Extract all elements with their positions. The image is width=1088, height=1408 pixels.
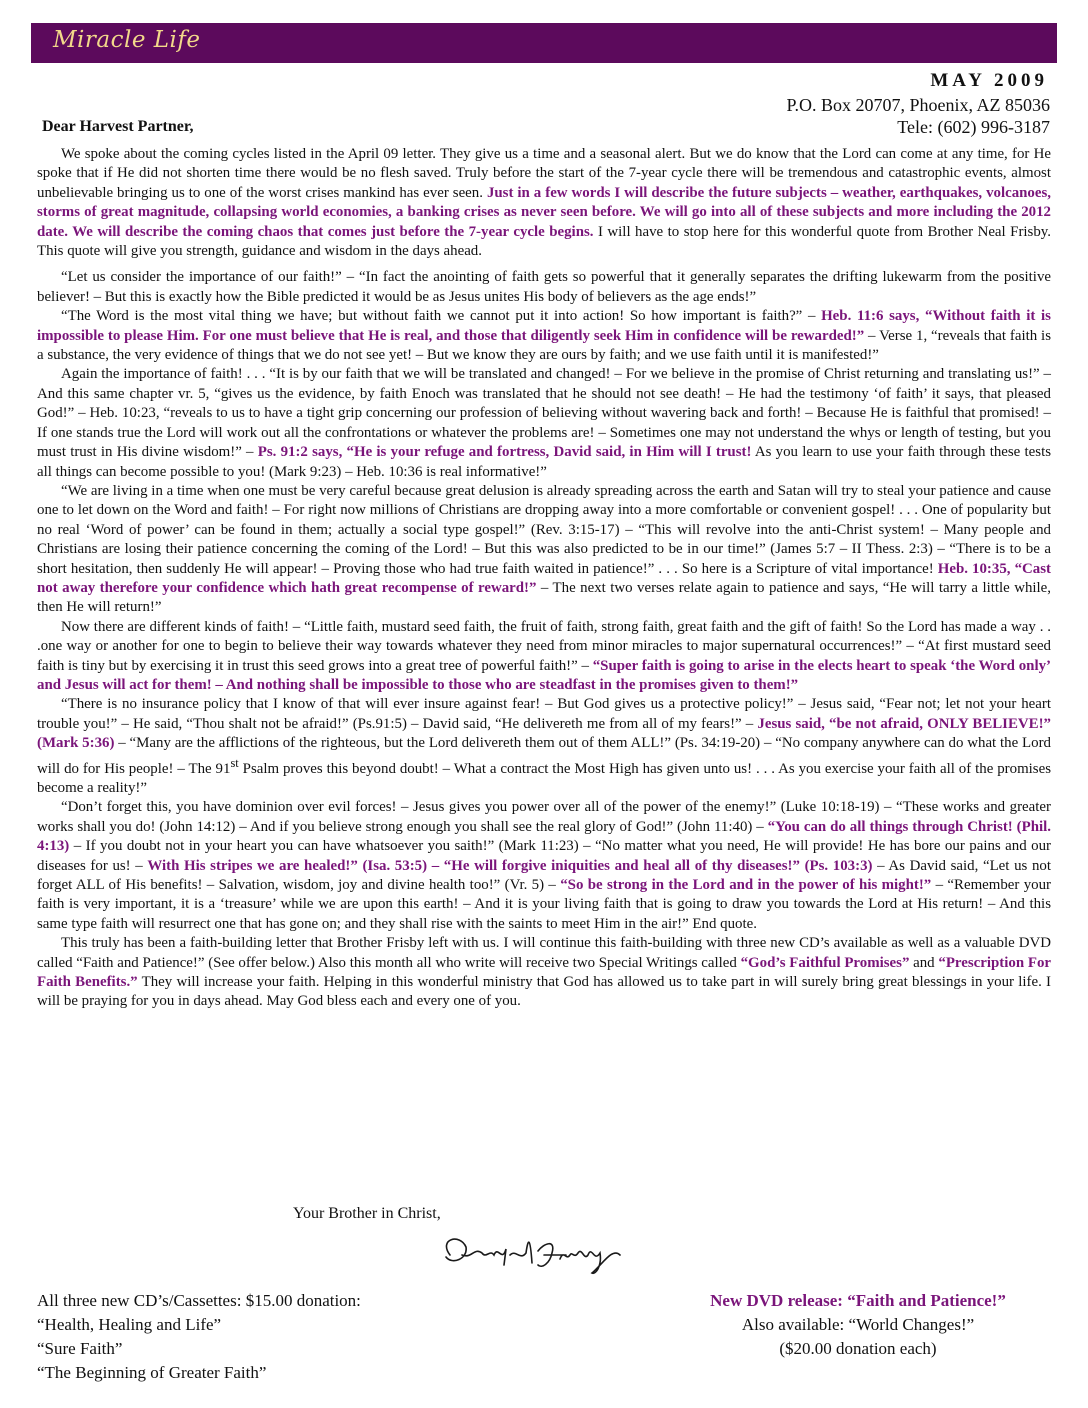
text-run: – Verse 1, “reveals that faith is a substance, the very evidence of things that we do not see yet! – But we know they are ours by faith; and we use faith until it is manifested!” xyxy=(37,327,1051,364)
text-run: We spoke about the coming cycles listed in the April 09 letter. They give us a time and a seasonal alert. But we do know that the Lord can come at any time, for He spoke that if He did not shorten time there would be no flesh saved. Truly before the start of the 7-year cycle there will be tremendous and catastrophic events, almost unbelievable bringing us to one of the worst crises mankind has ever seen. xyxy=(37,146,1051,201)
cd-title: “Health, Healing and Life” xyxy=(37,1315,222,1334)
text-run: “Let us consider the importance of our faith!” – “In fact the anointing of faith gets so powerful that it generally separates the drifting lukewarm from the positive believer! – But this is exactly how the Bible predicted it would be as Jesus unites His body of believers as the age ends!” xyxy=(37,269,1051,305)
phone-number: Tele: (602) 996-3187 xyxy=(897,117,1050,137)
paragraph xyxy=(37,145,1051,261)
header-banner xyxy=(31,23,1057,63)
superscript: st xyxy=(230,755,239,770)
mailing-address: P.O. Box 20707, Phoenix, AZ 85036 xyxy=(786,95,1050,115)
signature xyxy=(432,1225,632,1281)
text-run: I will have to stop here for this wonderful quote from Brother Neal Frisby. This quote will give you strength, guidance and wisdom in the days ahead. xyxy=(37,223,1051,260)
highlighted-text: “Super faith is going to arise in the elects heart to speak ‘the Word only’ and Jesus will act for them! – And nothing shall be impossible to those who are steadfast in the promises given to them!” xyxy=(37,657,1051,693)
highlighted-text: “So be strong in the Lord and in the power of his might!” xyxy=(560,877,932,893)
closing: Your Brother in Christ, xyxy=(293,1205,441,1222)
dvd-price: ($20.00 donation each) xyxy=(779,1339,937,1358)
text-run: “There is no insurance policy that I know of that will ever insure against fear! – But God gives us a protective policy!” – Jesus said, “Fear not; let not your heart trouble you!” – He said, “Thou shalt not be afraid!” (Ps.91:5) – David said, “He delivereth me from all of my fears!” – xyxy=(37,696,1051,732)
highlighted-text: “God’s Faithful Promises” xyxy=(740,954,910,971)
highlighted-text: Jesus said, “be not afraid, ONLY BELIEVE!” (Mark 5:36) xyxy=(37,715,1051,752)
dvd-offer-heading: New DVD release: “Faith and Patience!” xyxy=(710,1291,1006,1310)
dvd-also-available: Also available: “World Changes!” xyxy=(741,1315,975,1334)
paragraph xyxy=(37,365,1051,481)
text-run: Psalm proves this beyond doubt! – What a contract the Most High has given unto us! . . . As you exercise your faith all of the promises become a reality!” xyxy=(37,760,1051,796)
cd-title: “Sure Faith” xyxy=(37,1339,123,1358)
banner-title: Miracle Life xyxy=(53,27,201,53)
paragraph xyxy=(37,695,1051,798)
text-run: Again the importance of faith! . . . “It is by our faith that we will be translated and changed! – For we believe in the promise of Christ returning and translating us!” – And this same chapter vr. 5, “gives us the evidence, by faith Enoch was translated that he should not see death! – He had the testimony ‘of faith’ it says, that pleased God!” – Heb. 10:23, “reveals to us to have a tight grip concerning our profession of believing without wavering back and forth! – Because He is faithful that promised! – If one stands true the Lord will work out all the confrontations or whatever the problems are! – Sometimes one may not understand the whys or length of testing, but you must trust in His divine wisdom!” – xyxy=(37,366,1051,461)
highlighted-text: Heb. 11:6 says, “Without faith it is impossible to please Him. For one must believe that He is real, and those that diligently seek Him in confidence will be rewarded!” xyxy=(37,308,1051,344)
paragraph xyxy=(37,482,1051,618)
text-run: – “Remember your faith is very important, it is a ‘treasure’ while we are upon this earth! – And it is your living faith that is going to draw you towards the Lord at His return! – And this same type faith will resurrect one that has gone on; and they shall rise with the saints to meet Him in the air!” End quote. xyxy=(37,877,1051,932)
letter-body xyxy=(37,145,1051,1012)
paragraph xyxy=(37,798,1051,934)
paragraph xyxy=(37,934,1051,1012)
text-run: Now there are different kinds of faith! – “Little faith, mustard seed faith, the fruit of faith, strong faith, great faith and the gift of faith! So the Lord has made a way . . .one way or another for one to begin to believe their way towards whatever they need from minor miracles to major supernatural occurrences!” – “At first mustard seed faith is tiny but by exercising it in trust this seed grows into a great tree of powerful faith!” – xyxy=(37,618,1051,674)
highlighted-text: Heb. 10:35, “Cast not away therefore your confidence which hath great recompense of reward!” xyxy=(37,560,1051,596)
salutation: Dear Harvest Partner, xyxy=(42,118,194,135)
text-run: “We are living in a time when one must be very careful because great delusion is already spreading across the earth and Satan will try to steal your patience and cause one to let down on the Word and faith! – For right now millions of Christians are dropping away into a more comfortable or convenient gospel! . . . One of popularity but no real ‘Word of power’ can be found in them; actually a social type gospel!” (Rev. 3:15-17) – “This will revolve into the anti-Christ system! – Many people and Christians are losing their patience concerning the coming of the Lord! – But this was also predicted to be in our time!” (James 5:7 – II Thess. 2:3) – “There is to be a short hesitation, then suddenly He will appear! – Proving those who had true faith waited in patience!” . . . So here is a Scripture of vital importance! xyxy=(37,482,1051,577)
text-run: – As David said, “Let us not forget ALL of His benefits! – Salvation, wisdom, joy and divine health too!” (Vr. 5) – xyxy=(37,857,1051,893)
text-run: They will increase your faith. Helping in this wonderful ministry that God has allowed us to take part in will surely bring great blessings in your life. I will be praying for you in days ahead. May God bless each and every one of you. xyxy=(37,974,1052,1010)
paragraph xyxy=(37,307,1051,365)
text-run: This truly has been a faith-building letter that Brother Frisby left with us. I will continue this faith-building with three new CD’s available as well as a valuable DVD called “Faith and Patience!” (See offer below.) Also this month all who write will receive two Special Writings called xyxy=(37,935,1051,971)
paragraph xyxy=(37,268,1051,307)
text-run: “Don’t forget this, you have dominion over evil forces! – Jesus gives you power over all of the power of the enemy!” (Luke 10:18-19) – “These works and greater works shall you do! (John 14:12) – And if you believe strong enough you shall see the real glory of God!” (John 11:40) – xyxy=(37,799,1051,835)
text-run: As you learn to use your faith through these tests all things can become possible to you! (Mark 9:23) – Heb. 10:36 is real informative!” xyxy=(37,444,1052,480)
paragraph xyxy=(37,618,1051,696)
cd-offer-heading: All three new CD’s/Cassettes: $15.00 donation: xyxy=(37,1291,361,1310)
highlighted-text: Ps. 91:2 says, “He is your refuge and fortress, David said, in Him will I trust! xyxy=(257,444,752,461)
cd-title: “The Beginning of Greater Faith” xyxy=(37,1363,267,1382)
highlighted-text: With His stripes we are healed!” (Isa. 53:5) – “He will forgive iniquities and heal all of thy diseases!” (Ps. 103:3) xyxy=(147,857,873,874)
text-run: “The Word is the most vital thing we have; but without faith we cannot put it into action! So how important is faith?” – xyxy=(61,308,822,325)
text-run: and xyxy=(909,954,939,971)
text-run: – The next two verses relate again to patience and says, “He will tarry a little while, then He will return!” xyxy=(37,579,1052,616)
text-run: – “Many are the afflictions of the righteous, but the Lord delivereth them out of them ALL!” (Ps. 34:19-20) – “No company anywhere can do what the Lord will do for His people! – The 91 xyxy=(37,735,1051,777)
cd-offer xyxy=(37,1289,361,1385)
letter-date: MAY 2009 xyxy=(930,70,1048,91)
highlighted-text: “You can do all things through Christ! (Phil. 4:13) xyxy=(37,818,1052,855)
highlighted-text: “Prescription For Faith Benefits.” xyxy=(37,954,1052,991)
dvd-offer xyxy=(668,1289,1048,1361)
highlighted-text: Just in a few words I will describe the future subjects – weather, earthquakes, volcanoes, storms of great magnitude, collapsing world economies, a banking crises as never seen before. We will go into all of these subjects and more including the 2012 date. We will describe the coming chaos that comes just before the 7-year cycle begins. xyxy=(37,184,1051,240)
text-run: – If you doubt not in your heart you can have whatsoever you saith!” (Mark 11:23) – “No matter what you need, He will provide! He has bore our pains and our diseases for us! – xyxy=(37,838,1051,874)
